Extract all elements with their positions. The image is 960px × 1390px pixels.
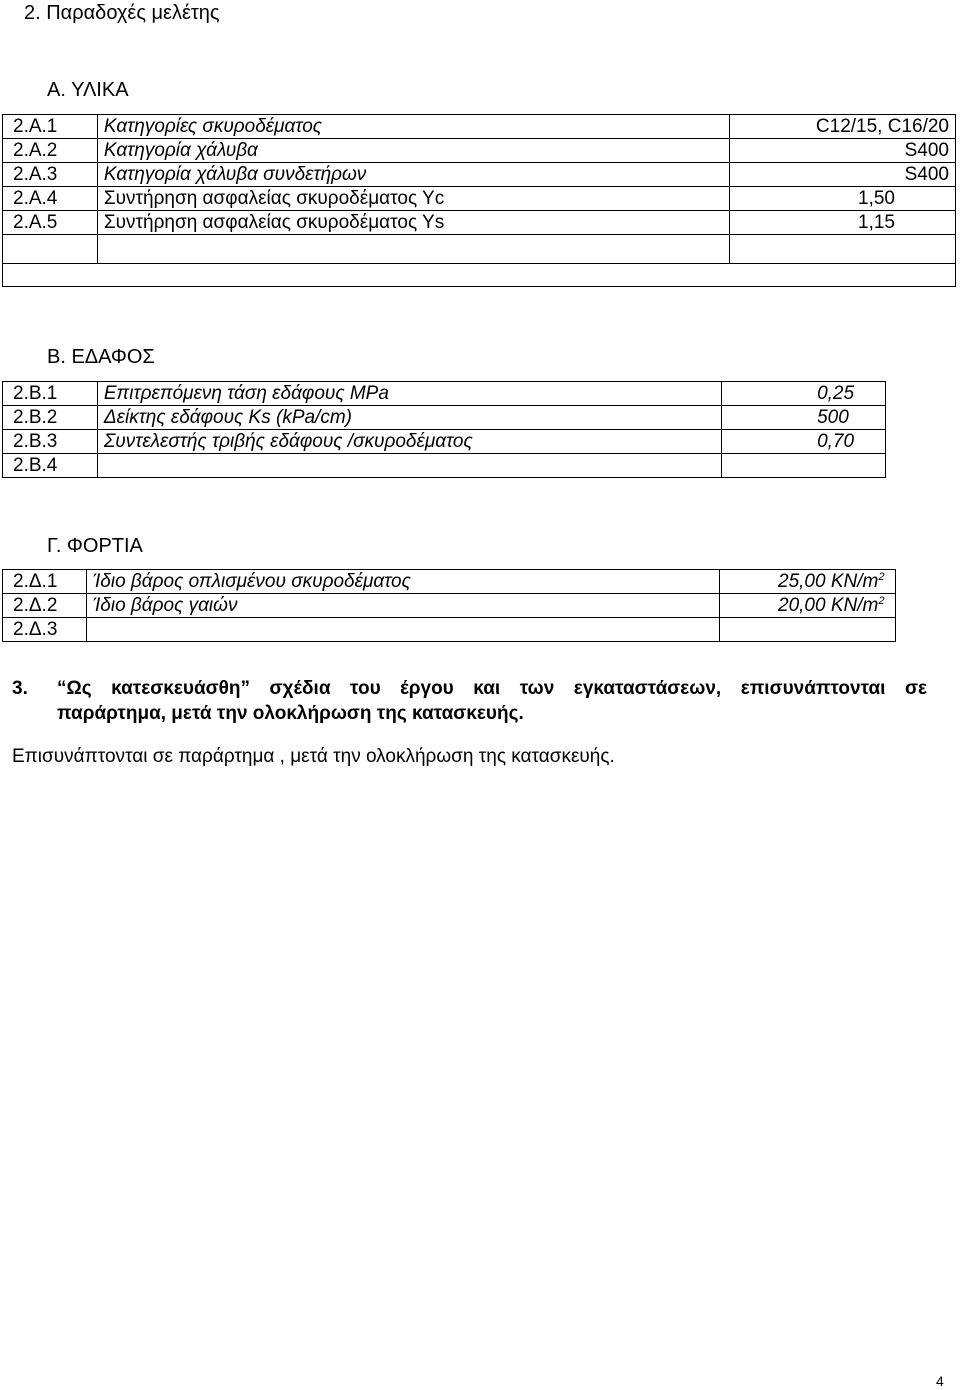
empty-cell — [97, 235, 729, 264]
row-desc: Δείκτης εδάφους Ks (kPa/cm) — [97, 406, 721, 430]
row-value — [722, 454, 886, 478]
row-desc: Κατηγορία χάλυβα — [97, 139, 729, 163]
row-code: 2.Δ.1 — [3, 570, 87, 594]
row-code: 2.Β.2 — [3, 406, 98, 430]
note-text: Επισυνάπτονται σε παράρτημα , μετά την ολοκλήρωση της κατασκευής. — [12, 746, 615, 767]
section3-line1: “Ως κατεσκευάσθη” σχέδια του έργου και των εγκαταστάσεων, επισυνάπτονται σε — [57, 678, 927, 699]
row-value — [720, 570, 896, 594]
row-code: 2.Δ.2 — [3, 594, 87, 618]
table-row — [3, 430, 886, 454]
row-desc: Συντήρηση ασφαλείας σκυροδέματος Υs — [97, 211, 729, 235]
table-row — [3, 115, 956, 139]
row-code: 2.Β.4 — [3, 454, 98, 478]
row-code: 2.Δ.3 — [3, 618, 87, 642]
section3-line2: παράρτημα, μετά την ολοκλήρωση της κατασκευής. — [57, 703, 524, 724]
section-title: 2. Παραδοχές μελέτης — [24, 2, 220, 24]
table-row — [3, 454, 886, 478]
row-code: 2.Β.3 — [3, 430, 98, 454]
row-value: S400 — [730, 139, 956, 163]
row-desc: Ίδιο βάρος οπλισμένου σκυροδέματος — [86, 570, 719, 594]
row-desc-text: Κατηγορίες σκυροδέματος — [103, 116, 323, 137]
unit-exponent: 2 — [878, 571, 885, 583]
table-row — [3, 570, 896, 594]
table-row — [3, 406, 886, 430]
empty-row — [3, 264, 956, 287]
row-value — [720, 618, 896, 642]
empty-cell — [730, 235, 956, 264]
row-code: 2.Α.3 — [3, 163, 98, 187]
soil-table — [2, 381, 886, 478]
table-row — [3, 163, 956, 187]
table-row — [3, 211, 956, 235]
unit-exponent: 2 — [878, 595, 885, 607]
table-row — [3, 382, 886, 406]
materials-table — [2, 114, 956, 287]
row-value-text: 20,00 KN/m — [778, 595, 879, 616]
page-number: 4 — [936, 1373, 944, 1389]
empty-cell — [3, 235, 98, 264]
row-value: 1,50 — [730, 187, 956, 211]
empty-row — [3, 235, 956, 264]
row-desc: Ίδιο βάρος γαιών — [86, 594, 719, 618]
row-desc — [97, 115, 729, 139]
loads-heading: Γ. ΦΟΡΤΙΑ — [47, 535, 143, 557]
section3-number: 3. — [12, 678, 28, 699]
row-desc: Κατηγορία χάλυβα συνδετήρων — [97, 163, 729, 187]
row-code: 2.Α.4 — [3, 187, 98, 211]
table-row — [3, 618, 896, 642]
table-row — [3, 139, 956, 163]
materials-heading: Α. ΥΛΙΚΑ — [47, 79, 129, 101]
row-desc: Συντελεστής τριβής εδάφους /σκυροδέματος — [97, 430, 721, 454]
row-value — [720, 594, 896, 618]
row-desc: Επιτρεπόμενη τάση εδάφους MPa — [97, 382, 721, 406]
row-value: 500 — [722, 406, 886, 430]
row-value-text: 25,00 KN/m — [778, 571, 879, 592]
row-value: 1,15 — [730, 211, 956, 235]
row-desc — [97, 454, 721, 478]
soil-heading: Β. ΕΔΑΦΟΣ — [47, 346, 155, 368]
empty-cell — [3, 264, 956, 287]
row-code: 2.Α.2 — [3, 139, 98, 163]
row-code: 2.Α.1 — [3, 115, 98, 139]
row-value: 0,70 — [722, 430, 886, 454]
row-code: 2.Α.5 — [3, 211, 98, 235]
row-desc — [86, 618, 719, 642]
table-row — [3, 187, 956, 211]
loads-table — [2, 569, 896, 642]
row-code: 2.Β.1 — [3, 382, 98, 406]
row-value: C12/15, C16/20 — [730, 115, 956, 139]
row-value: S400 — [730, 163, 956, 187]
row-desc: Συντήρηση ασφαλείας σκυροδέματος Υc — [97, 187, 729, 211]
table-row — [3, 594, 896, 618]
row-value: 0,25 — [722, 382, 886, 406]
